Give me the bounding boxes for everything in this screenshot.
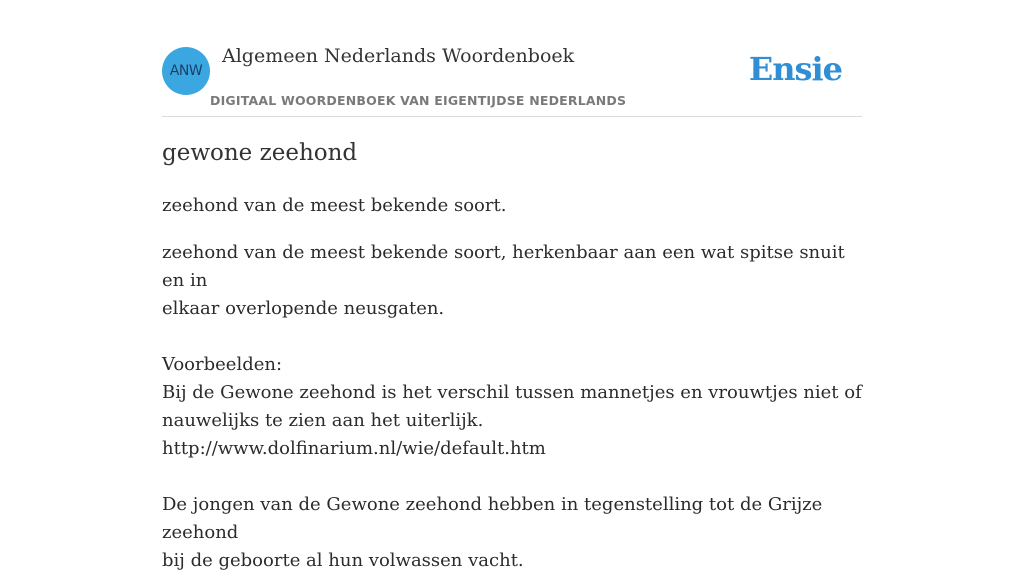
- logo-text: ANW: [169, 63, 203, 79]
- entry-term: gewone zeehond: [162, 140, 358, 166]
- long-definition-line: zeehond van de meest bekende soort, herkenbaar aan een wat spitse snuit en in: [162, 242, 845, 291]
- entry-header: [162, 0, 862, 117]
- example-line: De jongen van de Gewone zeehond hebben in tegenstelling tot de Grijze zeehond: [162, 494, 823, 543]
- ensie-brand-logo[interactable]: Ensie: [748, 50, 842, 88]
- spacer: [162, 463, 862, 491]
- short-definition: zeehond van de meest bekende soort.: [162, 195, 507, 216]
- example-line: bij de geboorte al hun volwassen vacht.: [162, 550, 524, 571]
- example-source: http://www.dolfinarium.nl/wie/default.htm: [162, 438, 546, 459]
- anw-logo[interactable]: [162, 47, 210, 95]
- example-line: Bij de Gewone zeehond is het verschil tussen mannetjes en vrouwtjes niet of: [162, 382, 862, 403]
- example-line: nauwelijks te zien aan het uiterlijk.: [162, 410, 484, 431]
- source-subtitle: DIGITAAL WOORDENBOEK VAN EIGENTIJDSE NEDERLANDS: [210, 93, 627, 108]
- source-title[interactable]: Algemeen Nederlands Woordenboek: [222, 45, 575, 67]
- long-definition-line: elkaar overlopende neusgaten.: [162, 298, 445, 319]
- entry-card: [162, 0, 862, 571]
- spacer: [162, 323, 862, 351]
- examples-label: Voorbeelden:: [162, 354, 283, 375]
- long-definition-block: [162, 239, 862, 575]
